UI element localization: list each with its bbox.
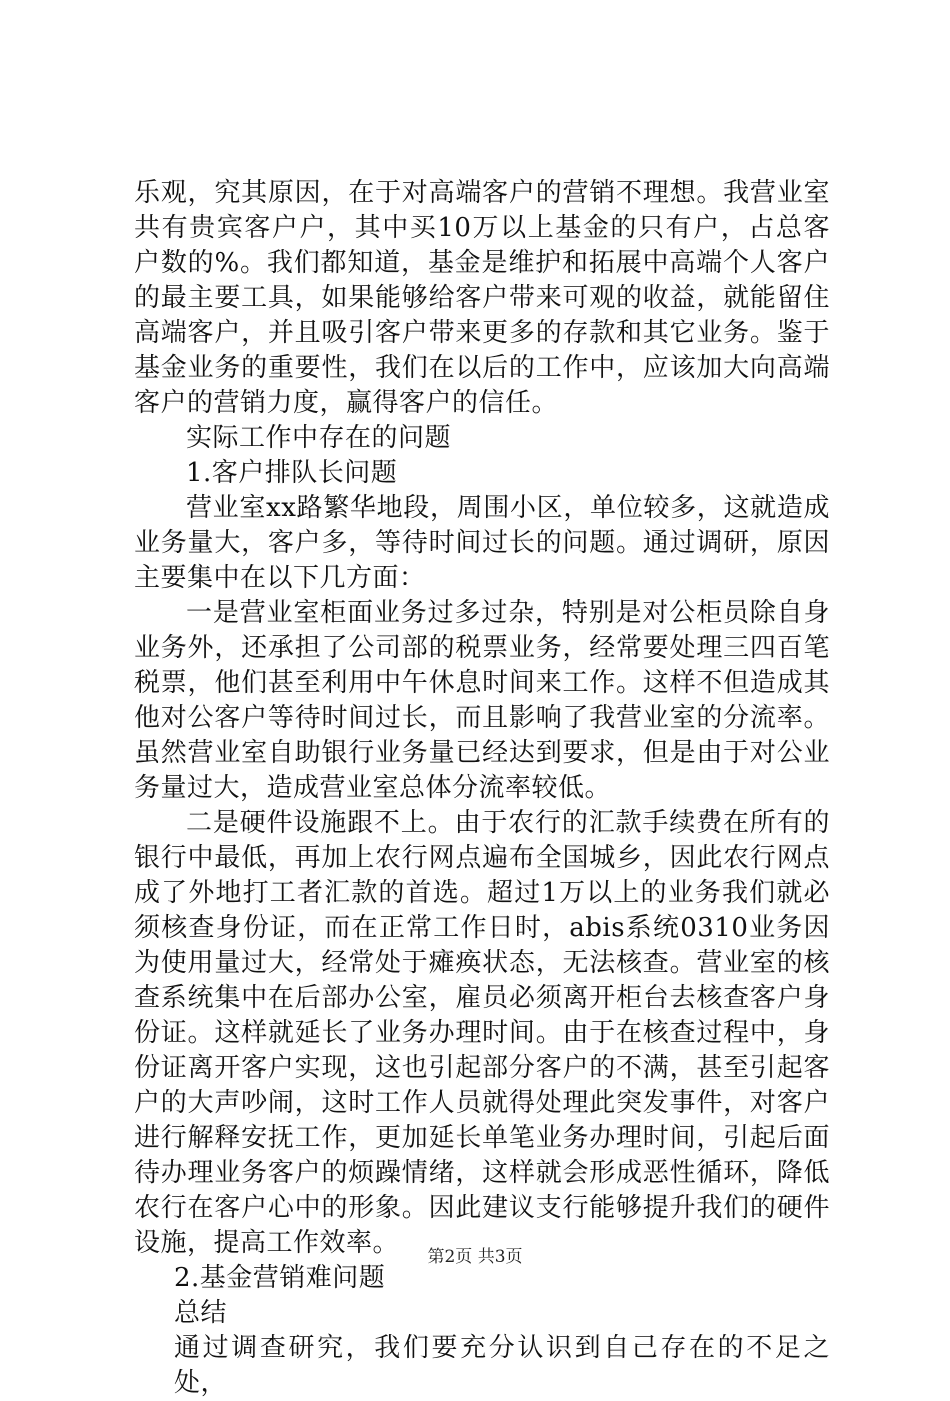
page-number-footer: 第2页 共3页 — [427, 1247, 523, 1267]
heading-summary: 总结 — [174, 1298, 228, 1328]
heading-fund-marketing-problem: 2.基金营销难问题 — [174, 1263, 386, 1293]
paragraph-fund-marketing-summary: 乐观，究其原因，在于对高端客户的营销不理想。我营业室共有贵宾客户户，其中买10万以上基金的只有户，占总客户数的%。我们都知道，基金是维护和拓展中高端个人客户的最主要工具，如果能够给客户带来可观的收益，就能留住高端客户，并且吸引客户带来更多的存款和其它业务。鉴于基金业务的重要性，我们在以后的工作中，应该加大向高端客户的营销力度，赢得客户的信任。 — [134, 178, 830, 418]
document-body — [134, 176, 830, 1401]
heading-queue-problem: 1.客户排队长问题 — [186, 458, 398, 488]
paragraph-reason-two: 二是硬件设施跟不上。由于农行的汇款手续费在所有的银行中最低，再加上农行网点遍布全国城乡，因此农行网点成了外地打工者汇款的首选。超过1万以上的业务我们就必须核查身份证，而在正常工作日时，abis系统0310业务因为使用量过大，经常处于瘫痪状态，无法核查。营业室的核查系统集中在后部办公室，雇员必须离开柜台去核查客户身份证。这样就延长了业务办理时间。由于在核查过程中，身份证离开客户实现，这也引起部分客户的不满，甚至引起客户的大声吵闹，这时工作人员就得处理此突发事件，对客户进行解释安抚工作，更加延长单笔业务办理时间，引起后面待办理业务客户的烦躁情绪，这样就会形成恶性循环，降低农行在客户心中的形象。因此建议支行能够提升我们的硬件设施，提高工作效率。 — [134, 808, 830, 1258]
paragraph-summary-start: 通过调查研究，我们要充分认识到自己存在的不足之处， — [174, 1333, 830, 1398]
paragraph-reason-one: 一是营业室柜面业务过多过杂，特别是对公柜员除自身业务外，还承担了公司部的税票业务，经常要处理三四百笔税票，他们甚至利用中午休息时间来工作。这样不但造成其他对公客户等待时间过长，而且影响了我营业室的分流率。虽然营业室自助银行业务量已经达到要求，但是由于对公业务量过大，造成营业室总体分流率较低。 — [134, 598, 830, 803]
heading-actual-problems: 实际工作中存在的问题 — [186, 423, 452, 453]
paragraph-queue-intro: 营业室xx路繁华地段，周围小区，单位较多，这就造成业务量大，客户多，等待时间过长的问题。通过调研，原因主要集中在以下几方面： — [134, 493, 830, 593]
